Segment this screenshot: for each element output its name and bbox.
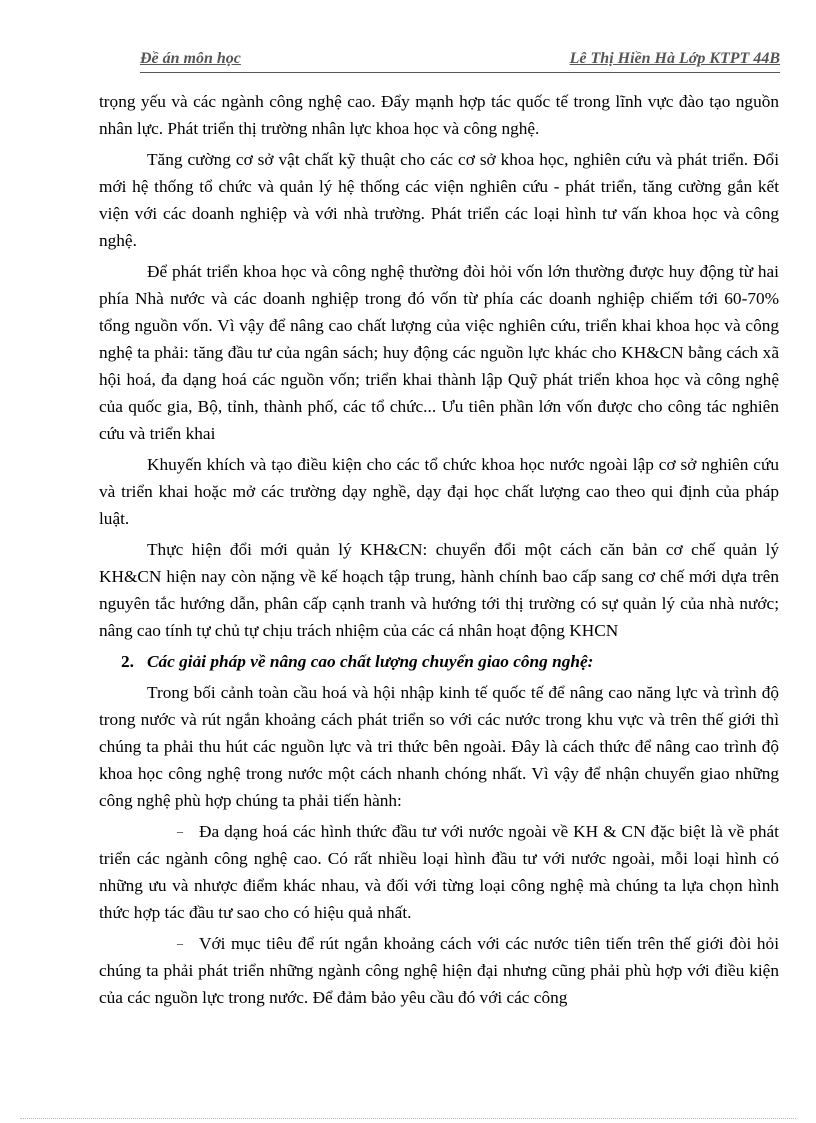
header-author: Lê Thị Hiền Hà Lớp KTPT 44B: [569, 50, 780, 67]
page-bottom-divider: [20, 1118, 796, 1119]
section-number: 2.: [121, 652, 134, 671]
bullet-dash-icon: –: [177, 824, 183, 838]
paragraph-4: Khuyến khích và tạo điều kiện cho các tổ chức khoa học nước ngoài lập cơ sở nghiên cứu và triển khai hoặc mở các trường dạy nghề, dạy đại học chất lượng cao theo qui định của pháp luật.: [99, 455, 779, 528]
page-header: [140, 48, 780, 73]
paragraph-5: Thực hiện đổi mới quản lý KH&CN: chuyển đổi một cách căn bản cơ chế quản lý KH&CN hiện nay còn nặng về kế hoạch tập trung, hành chính bao cấp sang cơ chế mới dựa trên nguyên tắc hướng dẫn, phân cấp cạnh tranh và hướng tới thị trường có sự quản lý của nhà nước; nâng cao tính tự chủ tự chịu trách nhiệm của các cá nhân hoạt động KHCN: [99, 540, 779, 640]
paragraph-2: Tăng cường cơ sở vật chất kỹ thuật cho các cơ sở khoa học, nghiên cứu và phát triển. Đổi mới hệ thống tổ chức và quản lý hệ thống các viện nghiên cứu - phát triển, tăng cường gắn kết viện với các doanh nghiệp và với nhà trường. Phát triển các loại hình tư vấn khoa học và công nghệ.: [99, 150, 779, 250]
document-body: [99, 88, 779, 1015]
paragraph-6: Trong bối cảnh toàn cầu hoá và hội nhập kinh tế quốc tế để nâng cao năng lực và trình độ trong nước và rút ngắn khoảng cách phát triển so với các nước trong khu vực và trên thế giới thì chúng ta phải thu hút các nguồn lực và tri thức bên ngoài. Đây là cách thức để nâng cao trình độ khoa học công nghệ trong nước một cách nhanh chóng nhất. Vì vậy để nhận chuyển giao những công nghệ phù hợp chúng ta phải tiến hành:: [99, 683, 779, 810]
bullet-item-1: [99, 818, 779, 926]
paragraph-3: Để phát triển khoa học và công nghệ thường đòi hỏi vốn lớn thường được huy động từ hai phía Nhà nước và các doanh nghiệp trong đó vốn từ phía các doanh nghiệp chiếm tới 60-70% tổng nguồn vốn. Vì vậy để nâng cao chất lượng của việc nghiên cứu, triển khai khoa học và công nghệ ta phải: tăng đầu tư của ngân sách; huy động các nguồn lực khác cho KH&CN bằng cách xã hội hoá, đa dạng hoá các nguồn vốn; triển khai thành lập Quỹ phát triển khoa học và công nghệ của quốc gia, Bộ, tỉnh, thành phố, các tổ chức... Ưu tiên phần lớn vốn được cho công tác nghiên cứu và triển khai: [99, 262, 779, 443]
bullet-text-1: Đa dạng hoá các hình thức đầu tư với nước ngoài về KH & CN đặc biệt là về phát triển các ngành công nghệ cao. Có rất nhiều loại hình đầu tư với nước ngoài, mỗi loại hình có những ưu và nhược điểm khác nhau, và đối với từng loại công nghệ mà chúng ta lựa chọn hình thức hợp tác đầu tư sao cho có hiệu quả nhất.: [99, 822, 779, 922]
bullet-dash-icon: –: [177, 936, 183, 950]
bullet-text-2: Với mục tiêu để rút ngắn khoảng cách với các nước tiên tiến trên thế giới đòi hỏi chúng ta phải phát triển những ngành công nghệ hiện đại nhưng cũng phải phù hợp với điều kiện của các nguồn lực trong nước. Để đảm bảo yêu cầu đó với các công: [99, 934, 779, 1007]
paragraph-1: trọng yếu và các ngành công nghệ cao. Đẩy mạnh hợp tác quốc tế trong lĩnh vực đào tạo nguồn nhân lực. Phát triển thị trường nhân lực khoa học và công nghệ.: [99, 92, 779, 138]
header-course-title: Đề án môn học: [140, 50, 241, 67]
section-title: Các giải pháp về nâng cao chất lượng chuyển giao công nghệ:: [147, 652, 594, 671]
section-heading: [121, 648, 779, 675]
bullet-item-2: [99, 930, 779, 1011]
